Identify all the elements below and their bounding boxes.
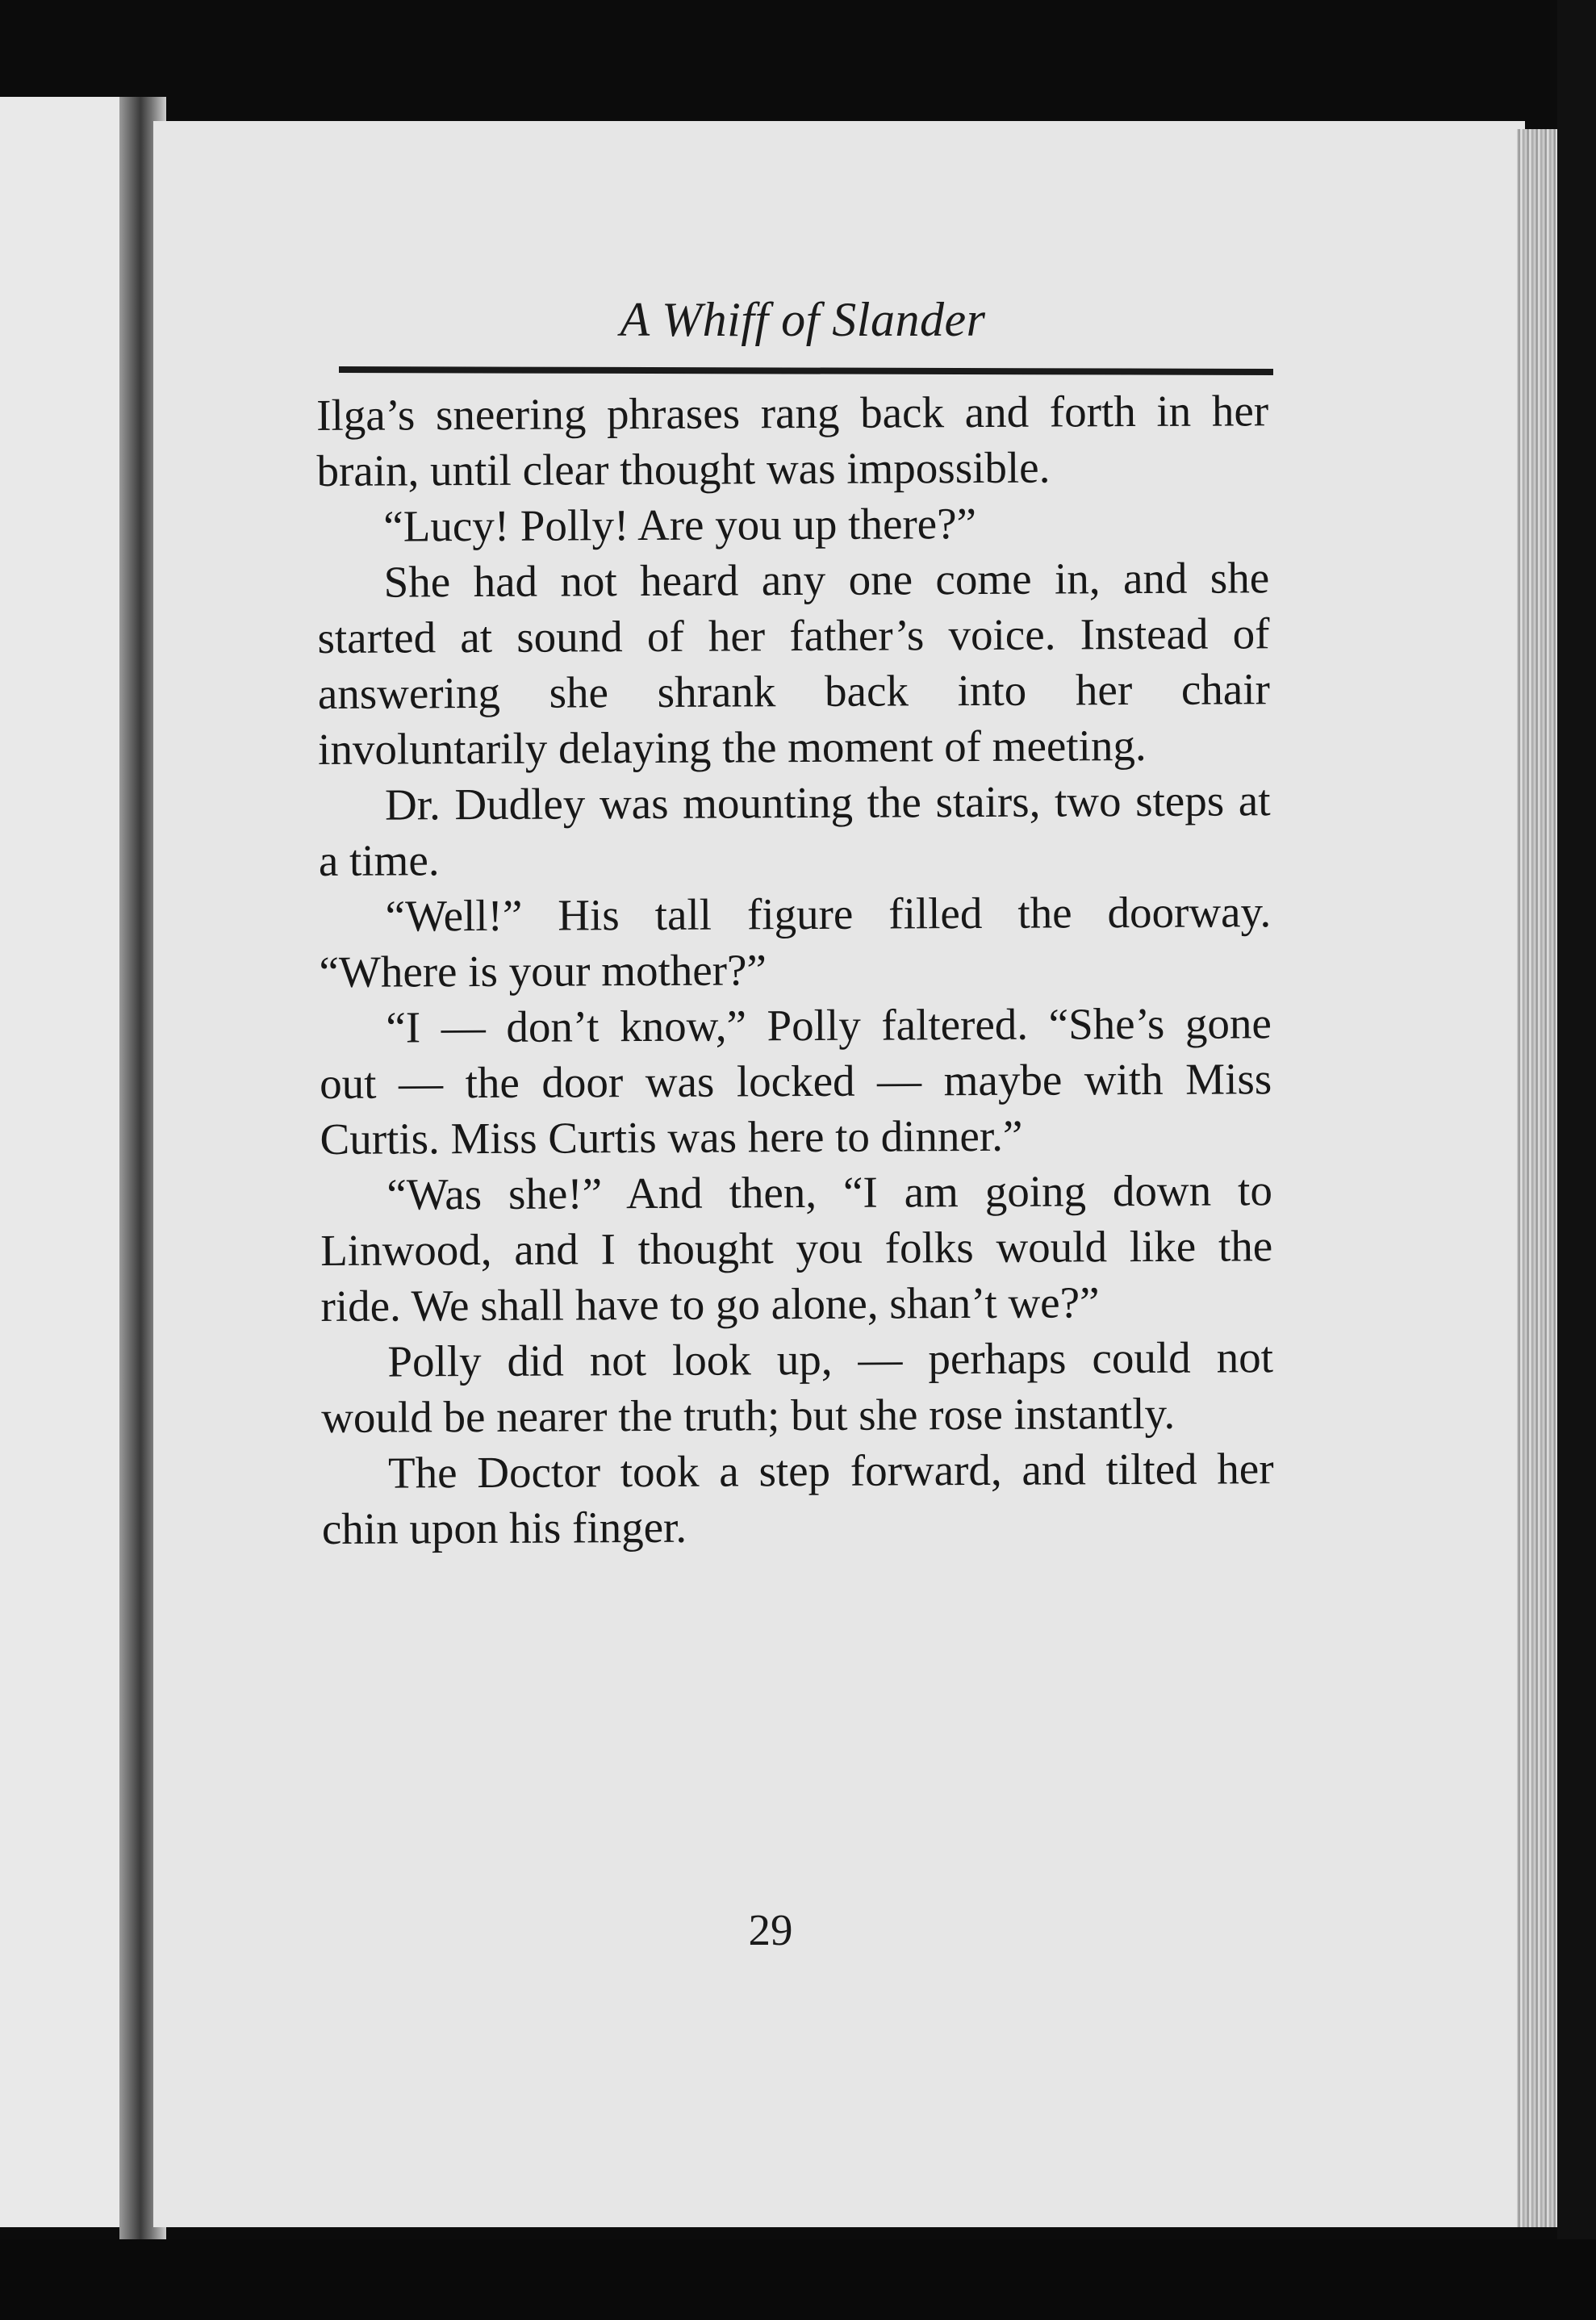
page-stack-edge — [1517, 129, 1557, 2227]
paragraph: Polly did not look up, — perhaps could not would be nearer the truth; but she rose instantly. — [321, 1332, 1274, 1442]
running-head: A Whiff of Slander — [620, 293, 986, 346]
scan-border-bottom — [0, 2239, 1596, 2320]
paragraph: “Well!” His tall figure filled the doorway. “Where is your mother?” — [319, 887, 1272, 997]
paragraph: She had not heard any one come in, and she started at sound of her father’s voice. Instead of answering she shrank back into her chair involuntarily delaying the moment of meeting. — [317, 553, 1270, 774]
scan-border-right — [1557, 0, 1596, 2320]
paragraph: Dr. Dudley was mounting the stairs, two steps at a time. — [318, 775, 1271, 885]
paragraph: “Lucy! Polly! Are you up there?” — [383, 499, 977, 551]
paragraph: Ilga’s sneering phrases rang back and forth in her brain, until clear thought was impossible. — [316, 386, 1269, 495]
paragraph: “I — don’t know,” Polly faltered. “She’s gone out — the door was locked — maybe with Miss Curtis. Miss Curtis was here to dinner.” — [320, 998, 1272, 1164]
paragraph: The Doctor took a step forward, and tilted her chin upon his finger. — [321, 1444, 1274, 1553]
page-number: 29 — [748, 1905, 793, 1954]
body-text — [316, 382, 1274, 1557]
paragraph: “Was she!” And then, “I am going down to Linwood, and I thought you folks would like the ride. We shall have to go alone, shan’t we?” — [320, 1165, 1273, 1331]
